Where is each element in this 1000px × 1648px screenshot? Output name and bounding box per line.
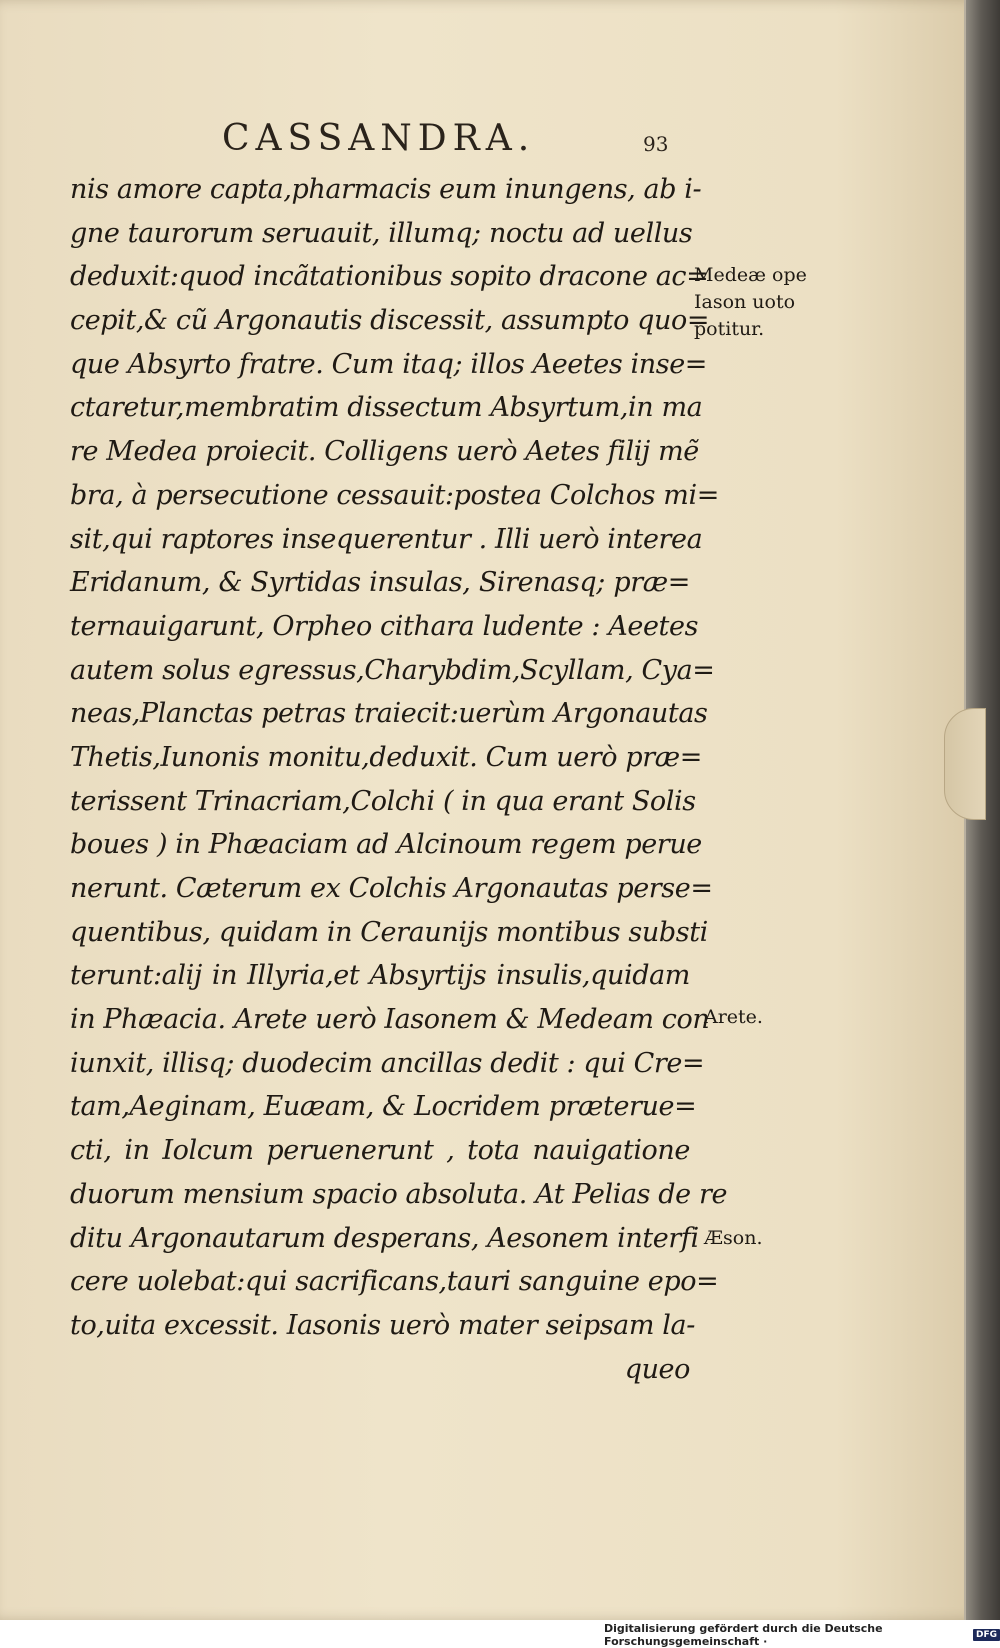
text-line: iunxit, illisq; duodecim ancillas dedit : qui Cre=	[70, 1047, 705, 1079]
text-line: in Phæacia. Arete uerò Iasonem & Medeam con	[70, 1004, 710, 1036]
text-line: duorum mensium spacio absoluta. At Pelias de re	[70, 1178, 728, 1210]
running-head: CASSANDRA.	[222, 118, 536, 159]
text-line: Eridanum, & Syrtidas insulas, Sirenasq; præ=	[70, 567, 690, 599]
text-block	[70, 168, 728, 1391]
footer-text: Digitalisierung gefördert durch die Deutsche Forschungsgemeinschaft ·	[604, 1622, 883, 1648]
text-line: re Medea proiecit. Colligens uerò Aetes filij mẽ	[70, 436, 699, 468]
book-edge	[964, 0, 1000, 1620]
marginal-note-line: Arete.	[704, 1006, 763, 1028]
book-clasp	[944, 708, 986, 820]
text-line: ditu Argonautarum desperans, Aesonem interfi	[70, 1222, 699, 1254]
text-line: terunt:alij in Illyria,et Absyrtiјs insulis,quidam	[70, 960, 690, 992]
marginal-note-line: Medeæ ope	[694, 264, 807, 286]
marginal-note-arete	[704, 1004, 763, 1031]
text-line: ternauigarunt, Orpheo cithara ludente : Aeetes	[70, 610, 699, 642]
text-line: autem solus egressus,Charybdim,Scyllam, Cya=	[70, 654, 715, 686]
text-line: ctaretur,membratim dissectum Absyrtum,in ma	[70, 392, 703, 424]
marginal-note-line: Iason uoto	[694, 291, 796, 313]
footer	[604, 1622, 1000, 1648]
text-line: nis amore capta,pharmacis eum inungens, ab i-	[70, 174, 702, 205]
text-line: Thetis,Iunonis monitu,deduxit. Cum uerò præ=	[70, 741, 702, 773]
text-line: cti, in Iolcum peruenerunt , tota nauigatione	[70, 1135, 690, 1167]
catchword: queo	[624, 1353, 690, 1385]
text-line: terissent Trinacriam,Colchi ( in qua erant Solis	[70, 785, 696, 817]
text-line: neas,Planctas petras traiecit:uerùm Argonautas	[70, 698, 708, 730]
marginal-note-line: potitur.	[694, 318, 765, 340]
text-line: que Absyrto fratre. Cum itaq; illos Aeetes inse=	[70, 348, 708, 380]
text-line: sit,qui raptores insequerentur . Illi uerò interea	[70, 523, 703, 555]
text-line: gne taurorum seruauit, illumq; noctu ad uellus	[70, 217, 693, 249]
page-number: 93	[643, 132, 669, 156]
text-line: bra, à persecutione cessauit:postea Colchos mi=	[70, 479, 719, 511]
text-line: to,uita excessit. Iasonis uerò mater seipsam la-	[70, 1309, 695, 1341]
marginal-note-aeson	[704, 1225, 762, 1252]
dfg-logo-icon: DFG	[973, 1629, 1000, 1641]
text-line: cepit,& cũ Argonautis discessit, assumpto quo=	[70, 305, 710, 337]
marginal-note-line: Æson.	[704, 1227, 763, 1249]
text-line: boues ) in Phæaciam ad Alcinoum regem perue	[70, 829, 702, 861]
marginal-note-medeae	[694, 262, 807, 343]
text-line: nerunt. Cæterum ex Colchis Argonautas perse=	[70, 873, 713, 904]
text-line: tam,Aeginam, Euæam, & Locridem præterue=	[70, 1091, 697, 1123]
text-line: quentibus, quidam in Cerauniјs montibus substi	[70, 916, 708, 948]
text-line: cere uolebat:qui sacrificans,tauri sanguine epo=	[70, 1266, 719, 1298]
text-line: deduxit:quod incãtationibus sopito dracone ac=	[70, 261, 709, 293]
